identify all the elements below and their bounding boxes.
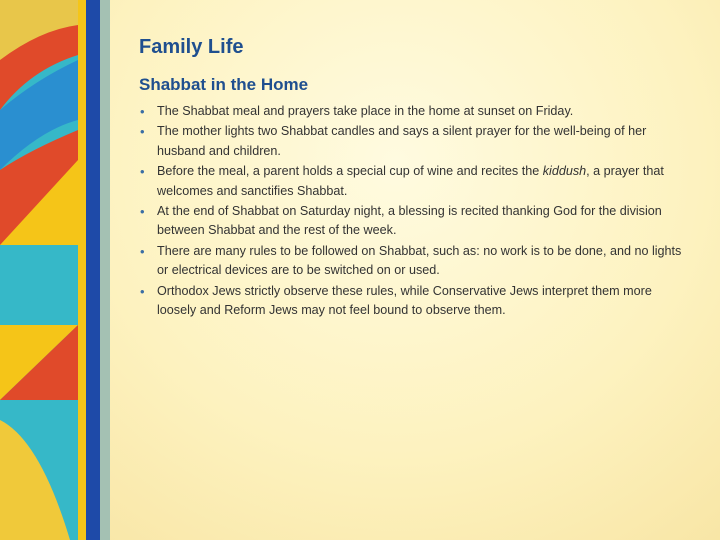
bullet-dot-icon: • [140,283,145,299]
bullet-text: The mother lights two Shabbat candles and says a silent prayer for the well-being of her husband and children. [157,124,647,158]
art-navy-stripe [86,0,100,540]
bullet-dot-icon: • [140,164,145,180]
bullet-dot-icon: • [140,104,145,119]
bullet-item [139,202,689,241]
bullet-dot-icon: • [140,124,145,140]
bullet-item [139,122,689,161]
bullet-dot-icon: • [140,204,145,220]
art-yellow-stripe [78,0,86,540]
bullet-text-before: Before the meal, a parent holds a special cup of wine and recites the [157,164,543,179]
bullet-text-italic: kiddush [542,164,587,179]
bullet-item [139,102,689,121]
bullet-text-after: , a prayer that welcomes and sanctifies Shabbat. [157,164,664,198]
slide-subtitle: Shabbat in the Home [139,75,309,94]
bullet-text: The Shabbat meal and prayers take place in the home at sunset on Friday. [157,104,574,118]
decorative-side-art [0,0,110,540]
art-edge-fade [100,0,110,540]
bullet-list [139,102,689,320]
bullet-item [139,162,689,201]
bullet-dot-icon: • [140,243,145,259]
slide-content [139,34,689,321]
slide-title: Family Life [139,36,244,58]
bullet-item [139,282,689,321]
bullet-text: Orthodox Jews strictly observe these rules, while Conservative Jews interpret them more loosely and Reform Jews may not feel bound to observe them. [157,283,652,318]
bullet-text: At the end of Shabbat on Saturday night, a blessing is recited thanking God for the division between Shabbat and the rest of the week. [157,204,662,238]
bullet-item [139,242,689,281]
bullet-text: There are many rules to be followed on Shabbat, such as: no work is to be done, and no lights or electrical devices are to be switched on or used. [157,243,682,278]
